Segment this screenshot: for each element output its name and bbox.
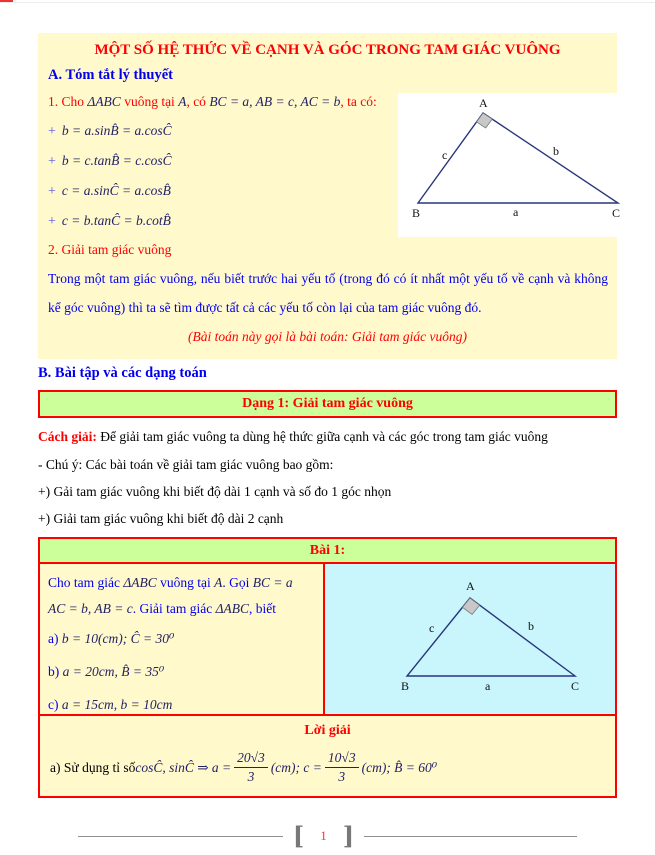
formula-3: c = a.sinĈ = a.cosB̂ (61, 183, 171, 198)
statement-text: , biết (249, 601, 276, 616)
fraction-numerator: 20√3 (234, 749, 268, 768)
triangle-svg-2 (325, 568, 615, 714)
document-content (38, 33, 621, 798)
vertex-label-A: A (479, 96, 488, 110)
intro-math-sides: BC = a, AB = c, AC = b (209, 94, 341, 109)
note-line-3: +) Giải tam giác vuông khi biết độ dài 2 cạnh (38, 511, 284, 526)
fraction-denominator: 3 (338, 769, 346, 784)
item-label: a) (48, 631, 59, 646)
intro-text: 1. Cho (48, 94, 88, 109)
theory-block (38, 33, 621, 359)
intro-math-vertex: A (178, 94, 187, 109)
item-math: a = 20cm, B̂ = 35⁰ (62, 664, 165, 679)
fraction-1 (234, 749, 268, 786)
solution-prefix: a) Sử dụng tỉ số (50, 759, 136, 775)
plus-bullet: + (48, 154, 56, 169)
vertex-label-B: B (401, 679, 410, 693)
side-label-c: c (442, 148, 448, 162)
statement-text: . Gọi (222, 575, 253, 590)
triangle-outline (418, 113, 618, 203)
triangle-outline (407, 598, 575, 676)
solution-line-a (50, 749, 605, 786)
note-line-2: +) Gải tam giác vuông khi biết độ dài 1 cạnh và số đo 1 góc nhọn (38, 484, 392, 499)
bai1-table (38, 537, 617, 798)
statement-math: ΔABC (215, 601, 249, 616)
statement-line-1 (48, 570, 315, 596)
intro-text: vuông tại (120, 94, 179, 109)
footer-bracket-left: [ (292, 821, 305, 850)
triangle-diagram-1 (398, 93, 640, 237)
item-label: b) (48, 664, 60, 679)
footer-rule-left (78, 836, 283, 837)
formula-2: b = c.tanB̂ = c.cosĈ (61, 153, 172, 168)
side-label-a: a (513, 205, 519, 219)
plus-bullet: + (48, 214, 56, 229)
statement-math: ΔABC (123, 575, 157, 590)
solution-math-2: (cm); c = (270, 759, 322, 775)
intro-text: , ta có: (340, 94, 377, 109)
problem-item-c (48, 688, 315, 721)
vertex-label-C: C (612, 206, 621, 220)
formula-1: b = a.sinB̂ = a.cosĈ (61, 123, 172, 138)
fraction-denominator: 3 (247, 769, 255, 784)
bai1-header: Bài 1: (40, 539, 615, 564)
statement-text: vuông tại (156, 575, 215, 590)
dang1-header: Dạng 1: Giải tam giác vuông (38, 390, 617, 418)
solution-math-3: (cm); B̂ = 60⁰ (361, 759, 438, 775)
solution-section (40, 714, 615, 796)
problem-item-b (48, 655, 315, 688)
side-label-b: b (553, 144, 559, 158)
solution-math-1: cosĈ, sinĈ ⇒ a = (135, 759, 232, 775)
page-number: 1 (320, 828, 327, 843)
fraction-2 (325, 749, 359, 786)
item-label: c) (48, 697, 59, 712)
page-title: MỘT SỐ HỆ THỨC VỀ CẠNH VÀ GÓC TRONG TAM GIÁC VUÔNG (94, 42, 561, 58)
heading-sub2: 2. Giải tam giác vuông (48, 242, 172, 257)
vertex-label-B: B (412, 206, 421, 220)
plus-bullet: + (48, 124, 56, 139)
fraction-numerator: 10√3 (325, 749, 359, 768)
heading-section-a: A. Tóm tắt lý thuyết (48, 67, 173, 83)
statement-math: AC = b, AB = c (48, 601, 133, 616)
right-angle-marker (477, 113, 493, 128)
plus-bullet: + (48, 184, 56, 199)
vertex-label-C: C (571, 679, 580, 693)
bai1-statement-cell (40, 564, 325, 714)
statement-line-2 (48, 596, 315, 622)
bai1-diagram-cell (325, 564, 615, 714)
method-label: Cách giải: (38, 429, 97, 444)
footer-rule-right (364, 836, 577, 837)
item-math: a = 15cm, b = 10cm (61, 697, 173, 712)
bai1-content-row (40, 564, 615, 714)
intro-math-triangle: ΔABC (87, 94, 121, 109)
statement-math: A (214, 575, 223, 590)
side-label-a: a (485, 679, 491, 693)
footer-bracket-right: ] (342, 821, 355, 850)
triangle-svg-1 (398, 93, 640, 237)
page-footer (0, 821, 655, 850)
solution-heading: Lời giải (304, 723, 351, 738)
formula-4: c = b.tanĈ = b.cotB̂ (61, 213, 171, 228)
item-math: b = 10(cm); Ĉ = 30⁰ (61, 631, 175, 646)
intro-text: , có (186, 94, 210, 109)
statement-text: . Giải tam giác (132, 601, 216, 616)
note-line-1: - Chú ý: Các bài toán về giải tam giác vuông bao gồm: (38, 457, 334, 472)
page-top-rule (0, 2, 655, 3)
theory-paragraph: Trong một tam giác vuông, nếu biết trước hai yếu tố (trong đó có ít nhất một yếu tố về cạnh và không kể góc vuông) thì ta sẽ tìm được tất cả các yếu tố còn lại của tam giác vuông đó. (48, 271, 608, 315)
right-angle-marker (463, 598, 480, 615)
theory-note: (Bài toán này gọi là bài toán: Giải tam giác vuông) (188, 329, 467, 344)
method-paragraph (38, 423, 617, 451)
vertex-label-A: A (466, 579, 475, 593)
heading-section-b: B. Bài tập và các dạng toán (38, 365, 207, 381)
side-label-c: c (429, 621, 435, 635)
side-label-b: b (528, 619, 534, 633)
statement-math: BC = a (252, 575, 293, 590)
method-text: Để giải tam giác vuông ta dùng hệ thức giữa cạnh và các góc trong tam giác vuông (96, 429, 548, 444)
statement-text: Cho tam giác (48, 575, 124, 590)
problem-item-a (48, 622, 315, 655)
